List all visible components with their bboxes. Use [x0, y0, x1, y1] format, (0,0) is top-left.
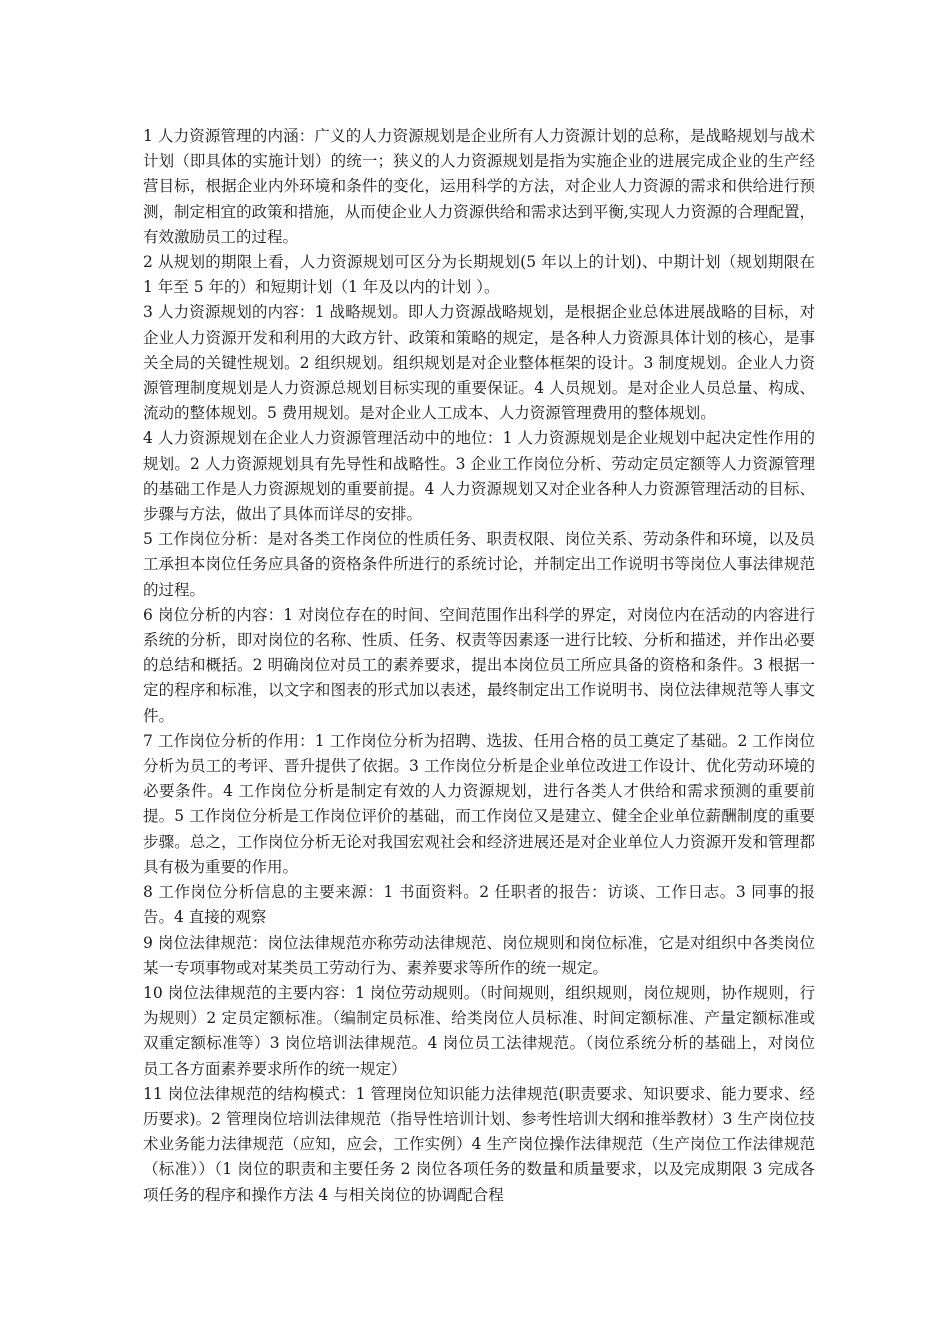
- paragraph-11: 11 岗位法律规范的结构模式：1 管理岗位知识能力法律规范(职责要求、知识要求、能力要求、经历要求)。2 管理岗位培训法律规范（指导性培训计划、参考性培训大纲和推举教材）3 生产岗位技术业务能力法律规范（应知，应会，工作实例）4 生产岗位操作法律规范（生产岗位工作法律规范（标准））（1 岗位的职责和主要任务 2 岗位各项任务的数量和质量要求，以及完成期限 3 完成各项任务的程序和操作方法 4 与相关岗位的协调配合程: [143, 1084, 815, 1204]
- paragraph-7: 7 工作岗位分析的作用：1 工作岗位分析为招聘、选拔、任用合格的员工奠定了基础。2 工作岗位分析为员工的考评、晋升提供了依据。3 工作岗位分析是企业单位改进工作设计、优化劳动环境的必要条件。4 工作岗位分析是制定有效的人力资源规划，进行各类人才供给和需求预测的重要前提。5 工作岗位分析是工作岗位评价的基础，而工作岗位又是建立、健全企业单位薪酬制度的重要步骤。总之，工作岗位分析无论对我国宏观社会和经济进展还是对企业单位人力资源开发和管理都具有极为重要的作用。: [143, 731, 815, 876]
- paragraph-2: 2 从规划的期限上看，人力资源规划可区分为长期规划(5 年以上的计划)、中期计划（规划期限在 1 年至 5 年的）和短期计划（1 年及以内的计划 ）。: [143, 253, 815, 297]
- paragraph-1: 1 人力资源管理的内涵：广义的人力资源规划是企业所有人力资源计划的总称，是战略规划与战术计划（即具体的实施计划）的统一；狭义的人力资源规划是指为实施企业的进展完成企业的生产经营目标，根据企业内外环境和条件的变化，运用科学的方法，对企业人力资源的需求和供给进行预测，制定相宜的政策和措施，从而使企业人力资源供给和需求达到平衡,实现人力资源的合理配置，有效激励员工的过程。: [143, 127, 815, 246]
- paragraph-5: 5 工作岗位分析：是对各类工作岗位的性质任务、职责权限、岗位关系、劳动条件和环境，以及员工承担本岗位任务应具备的资格条件所进行的系统讨论，并制定出工作说明书等岗位人事法律规范的过程。: [143, 530, 815, 599]
- paragraph-8: 8 工作岗位分析信息的主要来源：1 书面资料。2 任职者的报告：访谈、工作日志。3 同事的报告。4 直接的观察: [143, 883, 815, 927]
- document-body: [143, 124, 815, 1208]
- paragraph-4: 4 人力资源规划在企业人力资源管理活动中的地位：1 人力资源规划是企业规划中起决定性作用的规划。2 人力资源规划具有先导性和战略性。3 企业工作岗位分析、劳动定员定额等人力资源管理的基础工作是人力资源规划的重要前提。4 人力资源规划又对企业各种人力资源管理活动的目标、步骤与方法，做出了具体而详尽的安排。: [143, 429, 815, 524]
- paragraph-9: 9 岗位法律规范：岗位法律规范亦称劳动法律规范、岗位规则和岗位标准，它是对组织中各类岗位某一专项事物或对某类员工劳动行为、素养要求等所作的统一规定。: [143, 933, 815, 977]
- paragraph-6: 6 岗位分析的内容：1 对岗位存在的时间、空间范围作出科学的界定，对岗位内在活动的内容进行系统的分析，即对岗位的名称、性质、任务、权责等因素逐一进行比较、分析和描述，并作出必要的总结和概括。2 明确岗位对员工的素养要求，提出本岗位员工所应具备的资格和条件。3 根据一定的程序和标准，以文字和图表的形式加以表述，最终制定出工作说明书、岗位法律规范等人事文件。: [143, 605, 815, 725]
- paragraph-10: 10 岗位法律规范的主要内容：1 岗位劳动规则。（时间规则，组织规则，岗位规则，协作规则，行为规则）2 定员定额标准。（编制定员标准、给类岗位人员标准、时间定额标准、产量定额标准或双重定额标准等）3 岗位培训法律规范。4 岗位员工法律规范。（岗位系统分析的基础上，对岗位员工各方面素养要求所作的统一规定）: [143, 983, 815, 1078]
- paragraph-3: 3 人力资源规划的内容：1 战略规划。即人力资源战略规划，是根据企业总体进展战略的目标，对企业人力资源开发和利用的大政方针、政策和策略的规定，是各种人力资源具体计划的核心，是事关全局的关键性规划。2 组织规划。组织规划是对企业整体框架的设计。3 制度规划。企业人力资源管理制度规划是人力资源总规划目标实现的重要保证。4 人员规划。是对企业人员总量、构成、流动的整体规划。5 费用规划。是对企业人工成本、人力资源管理费用的整体规划。: [143, 303, 815, 423]
